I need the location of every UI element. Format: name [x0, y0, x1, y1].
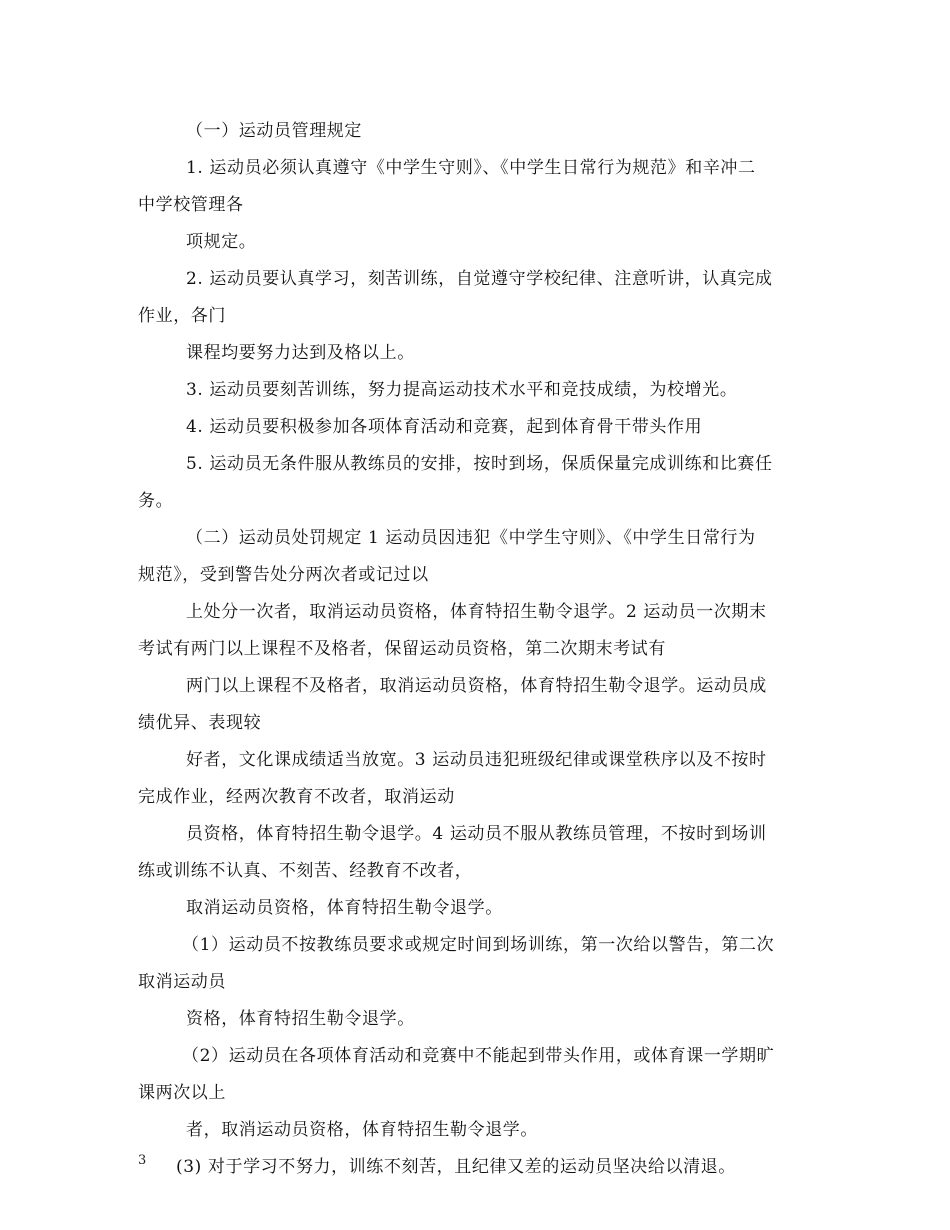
- paragraph-line: 课程均要努力达到及格以上。: [186, 343, 415, 363]
- paragraph-line: （1）运动员不按教练员要求或规定时间到场训练，第一次给以警告，第二次: [182, 935, 775, 955]
- paragraph-line: 者，取消运动员资格，体育特招生勒令退学。: [186, 1120, 538, 1140]
- paragraph-line: 5. 运动员无条件服从教练员的安排，按时到场，保质保量完成训练和比赛任: [186, 454, 773, 474]
- paragraph-line: 好者，文化课成绩适当放宽。3 运动员违犯班级纪律或课堂秩序以及不按时: [186, 750, 767, 770]
- paragraph-line: 取消运动员资格，体育特招生勒令退学。: [186, 898, 503, 918]
- paragraph-line: 员资格，体育特招生勒令退学。4 运动员不服从教练员管理，不按时到场训: [186, 824, 767, 844]
- paragraph-line: 2. 运动员要认真学习，刻苦训练，自觉遵守学校纪律、注意听讲，认真完成: [186, 269, 773, 289]
- paragraph-line: 完成作业，经两次教育不改者，取消运动: [138, 787, 455, 807]
- paragraph-line: 资格，体育特招生勒令退学。: [186, 1009, 415, 1029]
- paragraph-line: 中学校管理各: [138, 195, 244, 215]
- section-heading-management: （一）运动员管理规定: [186, 121, 362, 141]
- paragraph-line: 务。: [138, 491, 174, 511]
- paragraph-line: 课两次以上: [138, 1083, 226, 1103]
- paragraph-line: 规范》，受到警告处分两次者或记过以: [138, 565, 429, 585]
- paragraph-line: 4. 运动员要积极参加各项体育活动和竞赛，起到体育骨干带头作用: [186, 417, 703, 437]
- paragraph-line: 上处分一次者，取消运动员资格，体育特招生勒令退学。2 运动员一次期末: [186, 602, 767, 622]
- paragraph-line: 1. 运动员必须认真遵守《中学生守则》、《中学生日常行为规范》和辛冲二: [186, 158, 756, 178]
- paragraph-line: 两门以上课程不及格者，取消运动员资格，体育特招生勒令退学。运动员成: [186, 676, 767, 696]
- paragraph-line: 绩优异、表现较: [138, 713, 262, 733]
- paragraph-line: 练或训练不认真、不刻苦、经教育不改者，: [138, 861, 473, 881]
- paragraph-line: 取消运动员: [138, 972, 226, 992]
- paragraph-line: 项规定。: [186, 232, 257, 252]
- section-heading-penalty: （二）运动员处罚规定 1 运动员因违犯《中学生守则》、《中学生日常行为: [186, 528, 756, 548]
- page-number: 3: [138, 1153, 147, 1168]
- paragraph-line: （2）运动员在各项体育活动和竞赛中不能起到带头作用，或体育课一学期旷: [182, 1046, 775, 1066]
- paragraph-line: (3) 对于学习不努力，训练不刻苦，且纪律又差的运动员坚决给以清退。: [176, 1157, 736, 1177]
- paragraph-line: 作业，各门: [138, 306, 226, 326]
- paragraph-line: 3. 运动员要刻苦训练，努力提高运动技术水平和竞技成绩，为校增光。: [186, 380, 738, 400]
- paragraph-line: 考试有两门以上课程不及格者，保留运动员资格，第二次期末考试有: [138, 639, 666, 659]
